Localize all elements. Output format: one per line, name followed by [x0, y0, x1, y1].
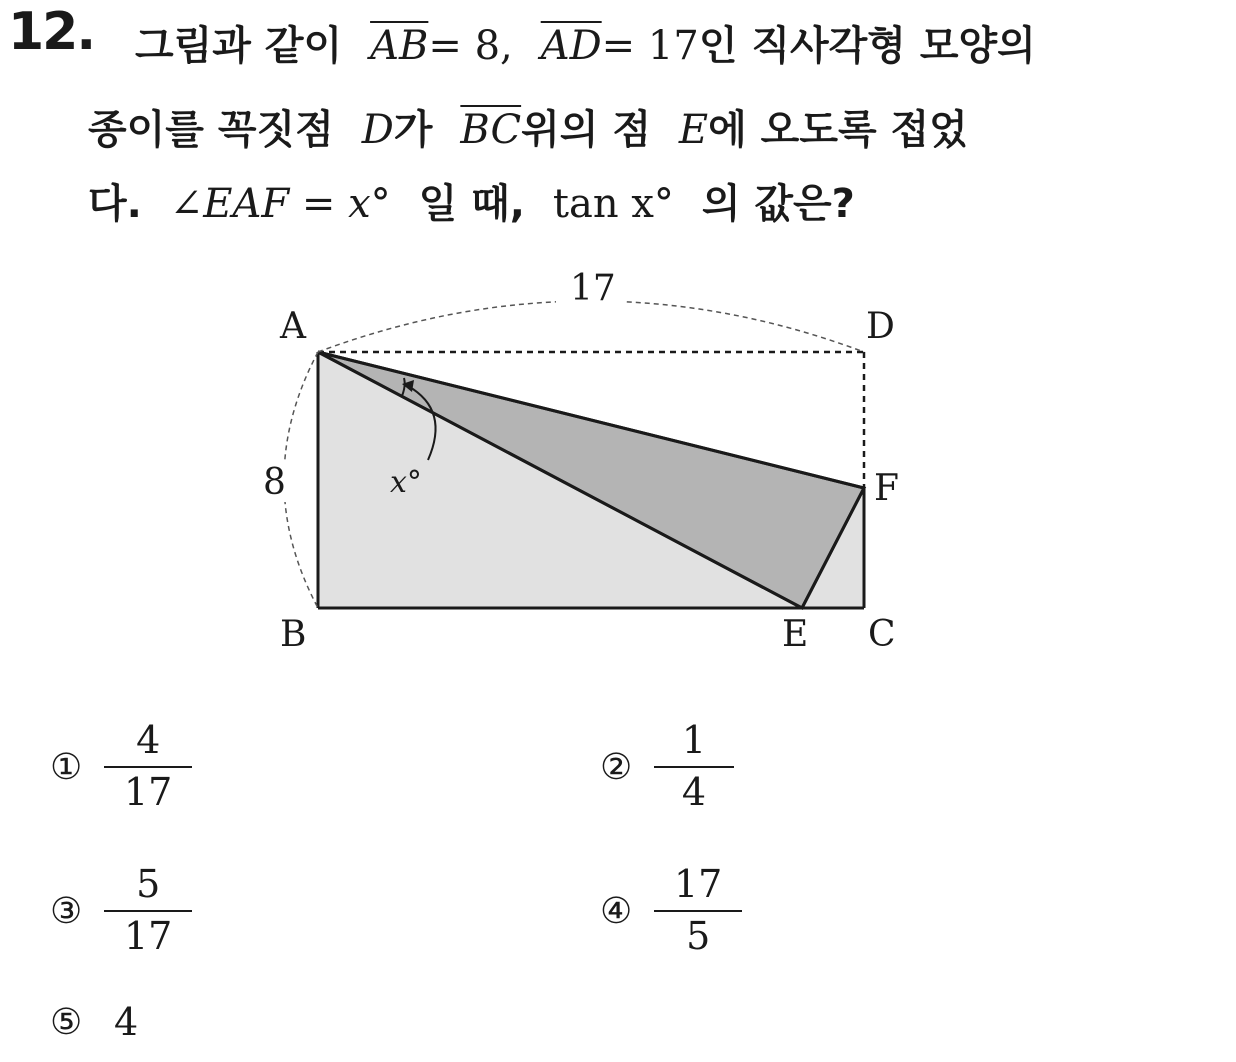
angle-expression: ∠EAF = x° [169, 181, 391, 227]
choice-fraction [664, 719, 724, 814]
choice-fraction [114, 719, 182, 814]
question-line-3 [88, 172, 855, 229]
question-line-1 [135, 14, 1036, 71]
numerator: 5 [136, 862, 161, 907]
dimension-8: 8 [263, 462, 286, 503]
choice-value: 4 [114, 1000, 139, 1044]
numerator: 17 [674, 862, 723, 907]
question-text: 종이를 꼭짓점 [88, 107, 334, 153]
choice-marker: ⑤ [50, 1001, 83, 1043]
choice-2[interactable] [600, 718, 724, 814]
question-text: 인 직사각형 모양의 [698, 23, 1036, 69]
label-a: A [280, 306, 306, 347]
question-text: 의 값은? [701, 181, 855, 227]
choice-fraction [114, 863, 182, 958]
choice-marker: ④ [600, 890, 633, 932]
choice-marker: ① [50, 746, 83, 788]
numerator: 1 [681, 718, 707, 763]
segment-bc: $\overline{BC}$ [460, 107, 522, 153]
question-text: 다. [88, 181, 142, 227]
choice-3[interactable] [50, 862, 182, 958]
point-d: D [361, 107, 394, 153]
choice-4[interactable] [600, 862, 732, 958]
question-line-2 [88, 98, 968, 155]
denominator: 5 [686, 914, 711, 958]
label-f: F [874, 468, 899, 509]
angle-label: x° [390, 465, 422, 500]
question-text: 그림과 같이 [135, 23, 343, 69]
denominator: 4 [681, 770, 707, 814]
choice-1[interactable] [50, 718, 182, 814]
denominator: 17 [124, 770, 173, 814]
segment-ad: $\overline{AD}$ [540, 23, 602, 69]
label-e: E [782, 614, 809, 655]
numerator: 4 [136, 718, 161, 763]
choice-marker: ③ [50, 890, 83, 932]
choice-5[interactable] [50, 982, 138, 1062]
ab-value: = 8, [428, 23, 513, 69]
question-number: 12. [8, 2, 95, 62]
question-text: 일 때, [418, 181, 525, 227]
label-b: B [280, 614, 307, 655]
ad-value: = 17 [601, 23, 699, 69]
point-e: E [678, 107, 709, 153]
dimension-17: 17 [570, 268, 616, 309]
segment-ab: $\overline{AB}$ [370, 23, 429, 69]
choice-fraction [664, 863, 732, 958]
question-text: 가 [393, 107, 433, 153]
denominator: 17 [124, 914, 173, 958]
question-text: 위의 점 [521, 107, 651, 153]
tan-expression: tan x° [552, 181, 674, 227]
geometry-figure [250, 260, 930, 660]
label-d: D [866, 306, 895, 347]
choice-marker: ② [600, 746, 633, 788]
label-c: C [868, 614, 896, 655]
question-text: 에 오도록 접었 [708, 107, 968, 153]
